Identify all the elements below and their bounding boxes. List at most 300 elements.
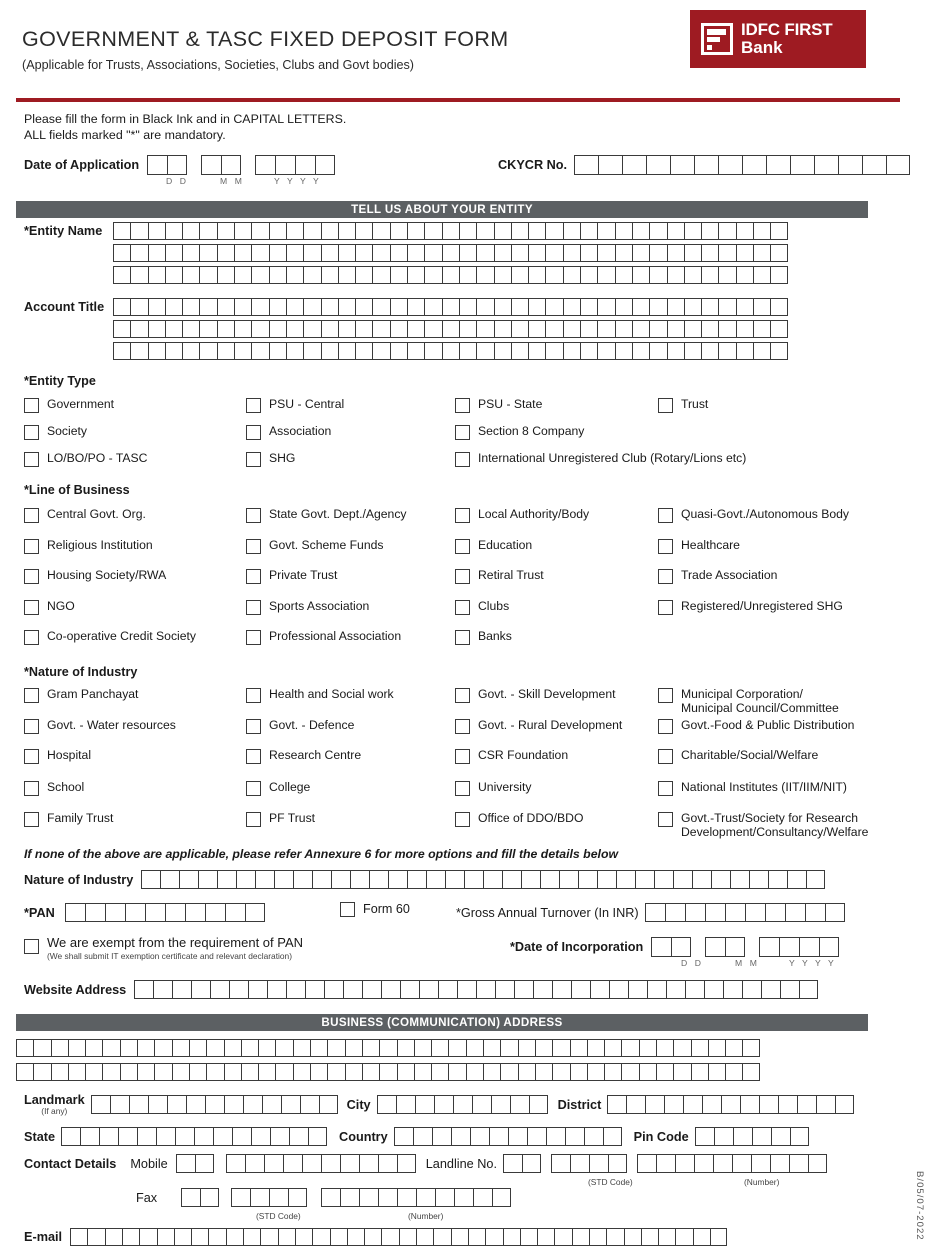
input-cell[interactable] [451, 1228, 468, 1246]
line-of-business-checkbox-15[interactable] [658, 600, 673, 615]
input-cell[interactable] [615, 298, 632, 316]
input-cell[interactable] [372, 342, 389, 360]
input-cell[interactable] [345, 1039, 362, 1057]
input-cell[interactable] [286, 298, 303, 316]
input-cell[interactable] [673, 1063, 690, 1081]
input-cell[interactable] [269, 1188, 288, 1207]
input-cell[interactable] [448, 1039, 465, 1057]
input-cell[interactable] [130, 320, 147, 338]
input-cell[interactable] [632, 342, 649, 360]
line-of-business-checkbox-18[interactable] [455, 630, 470, 645]
entity-type-option-8[interactable] [246, 452, 295, 467]
input-cell[interactable] [148, 266, 165, 284]
input-cell[interactable] [563, 244, 580, 262]
input-cell[interactable] [473, 1188, 492, 1207]
input-cell[interactable] [597, 298, 614, 316]
input-cell[interactable] [182, 244, 199, 262]
input-cell[interactable] [415, 1095, 434, 1114]
input-cell[interactable] [182, 222, 199, 240]
input-cell[interactable] [377, 1095, 396, 1114]
input-cell[interactable] [205, 903, 225, 922]
input-cell[interactable] [130, 222, 147, 240]
input-cell[interactable] [179, 870, 198, 889]
country-boxes[interactable] [394, 1127, 622, 1146]
input-cell[interactable] [139, 1228, 156, 1246]
input-cell[interactable] [303, 320, 320, 338]
doi-yyyy-boxes[interactable] [759, 937, 839, 957]
input-cell[interactable] [217, 222, 234, 240]
input-cell[interactable] [442, 244, 459, 262]
input-cell[interactable] [243, 1228, 260, 1246]
input-cell[interactable] [407, 266, 424, 284]
pan-input-boxes[interactable] [65, 903, 265, 922]
input-cell[interactable] [355, 244, 372, 262]
input-cell[interactable] [283, 1154, 302, 1173]
input-cell[interactable] [725, 1063, 742, 1081]
entity-type-checkbox-4[interactable] [24, 425, 39, 440]
input-cell[interactable] [770, 298, 787, 316]
input-cell[interactable] [589, 1154, 608, 1173]
input-cell[interactable] [597, 342, 614, 360]
input-cell[interactable] [137, 1039, 154, 1057]
line-of-business-option-13[interactable] [246, 600, 369, 615]
input-cell[interactable] [224, 1063, 241, 1081]
input-cell[interactable] [522, 1154, 541, 1173]
input-cell[interactable] [468, 1228, 485, 1246]
input-cell[interactable] [319, 1095, 338, 1114]
nature-of-industry-option-8[interactable] [24, 749, 91, 764]
input-cell[interactable] [563, 320, 580, 338]
input-cell[interactable] [407, 298, 424, 316]
input-cell[interactable] [397, 1188, 416, 1207]
input-cell[interactable] [321, 342, 338, 360]
input-cell[interactable] [770, 266, 787, 284]
nature-of-industry-checkbox-9[interactable] [246, 749, 261, 764]
district-boxes[interactable] [607, 1095, 854, 1114]
input-cell[interactable] [787, 870, 806, 889]
input-cell[interactable] [691, 1039, 708, 1057]
input-cell[interactable] [500, 1039, 517, 1057]
input-cell[interactable] [390, 342, 407, 360]
input-cell[interactable] [666, 980, 685, 999]
input-cell[interactable] [718, 298, 735, 316]
input-cell[interactable] [736, 222, 753, 240]
input-cell[interactable] [494, 266, 511, 284]
input-cell[interactable] [281, 1095, 300, 1114]
line-of-business-checkbox-1[interactable] [246, 508, 261, 523]
input-cell[interactable] [372, 266, 389, 284]
input-cell[interactable] [521, 870, 540, 889]
input-cell[interactable] [400, 980, 419, 999]
line-of-business-option-4[interactable] [24, 539, 153, 554]
input-cell[interactable] [191, 1228, 208, 1246]
nature-of-industry-option-19[interactable] [658, 812, 908, 840]
input-cell[interactable] [684, 342, 701, 360]
input-cell[interactable] [438, 980, 457, 999]
input-cell[interactable] [347, 1228, 364, 1246]
pan-exempt-checkbox[interactable] [24, 939, 39, 954]
input-cell[interactable] [805, 903, 825, 922]
line-of-business-option-18[interactable] [455, 630, 512, 645]
input-cell[interactable] [597, 244, 614, 262]
input-cell[interactable] [704, 980, 723, 999]
input-cell[interactable] [545, 222, 562, 240]
input-cell[interactable] [554, 1228, 571, 1246]
input-cell[interactable] [424, 266, 441, 284]
input-cell[interactable] [288, 1188, 307, 1207]
input-cell[interactable] [483, 870, 502, 889]
input-cell[interactable] [838, 155, 862, 175]
input-cell[interactable] [476, 266, 493, 284]
input-cell[interactable] [241, 1039, 258, 1057]
nature-of-industry-option-9[interactable] [246, 749, 361, 764]
input-cell[interactable] [580, 298, 597, 316]
input-cell[interactable] [761, 980, 780, 999]
input-cell[interactable] [327, 1063, 344, 1081]
input-cell[interactable] [511, 298, 528, 316]
input-cell[interactable] [424, 222, 441, 240]
input-cell[interactable] [110, 1095, 129, 1114]
line-of-business-checkbox-8[interactable] [24, 569, 39, 584]
input-cell[interactable] [862, 155, 886, 175]
entity-name-row-3[interactable] [113, 266, 788, 284]
input-cell[interactable] [742, 1039, 759, 1057]
input-cell[interactable] [269, 266, 286, 284]
input-cell[interactable] [355, 222, 372, 240]
input-cell[interactable] [684, 298, 701, 316]
input-cell[interactable] [250, 1188, 269, 1207]
nature-of-industry-checkbox-5[interactable] [246, 719, 261, 734]
input-cell[interactable] [269, 298, 286, 316]
input-cell[interactable] [399, 1228, 416, 1246]
input-cell[interactable] [572, 1228, 589, 1246]
input-cell[interactable] [160, 870, 179, 889]
input-cell[interactable] [476, 222, 493, 240]
input-cell[interactable] [324, 980, 343, 999]
input-cell[interactable] [570, 1154, 589, 1173]
input-cell[interactable] [494, 244, 511, 262]
input-cell[interactable] [148, 298, 165, 316]
input-cell[interactable] [641, 1228, 658, 1246]
input-cell[interactable] [372, 320, 389, 338]
input-cell[interactable] [494, 320, 511, 338]
input-cell[interactable] [608, 1154, 627, 1173]
nature-of-industry-option-4[interactable] [24, 719, 176, 734]
input-cell[interactable] [578, 870, 597, 889]
input-cell[interactable] [615, 222, 632, 240]
input-cell[interactable] [527, 1127, 546, 1146]
input-cell[interactable] [736, 266, 753, 284]
input-cell[interactable] [545, 266, 562, 284]
nature-of-industry-option-7[interactable] [658, 719, 908, 734]
input-cell[interactable] [770, 244, 787, 262]
input-cell[interactable] [694, 1154, 713, 1173]
input-cell[interactable] [381, 1228, 398, 1246]
input-cell[interactable] [459, 298, 476, 316]
input-cell[interactable] [80, 1127, 99, 1146]
input-cell[interactable] [718, 155, 742, 175]
input-cell[interactable] [489, 1127, 508, 1146]
input-cell[interactable] [632, 298, 649, 316]
input-cell[interactable] [587, 1039, 604, 1057]
gross-turnover-boxes[interactable] [645, 903, 845, 922]
input-cell[interactable] [236, 870, 255, 889]
input-cell[interactable] [457, 980, 476, 999]
account-title-row-2[interactable] [113, 320, 788, 338]
input-cell[interactable] [656, 1063, 673, 1081]
input-cell[interactable] [656, 1154, 675, 1173]
input-cell[interactable] [649, 298, 666, 316]
input-cell[interactable] [195, 1154, 214, 1173]
input-cell[interactable] [667, 298, 684, 316]
input-cell[interactable] [825, 903, 845, 922]
entity-type-checkbox-5[interactable] [246, 425, 261, 440]
nature-of-industry-option-3[interactable] [658, 688, 908, 716]
input-cell[interactable] [721, 1095, 740, 1114]
input-cell[interactable] [286, 244, 303, 262]
input-cell[interactable] [426, 870, 445, 889]
input-cell[interactable] [251, 320, 268, 338]
input-cell[interactable] [637, 1154, 656, 1173]
input-cell[interactable] [372, 222, 389, 240]
input-cell[interactable] [182, 342, 199, 360]
input-cell[interactable] [604, 1039, 621, 1057]
input-cell[interactable] [145, 903, 165, 922]
fax-number-boxes[interactable] [321, 1188, 511, 1207]
line-of-business-option-1[interactable] [246, 508, 407, 523]
input-cell[interactable] [379, 1039, 396, 1057]
input-cell[interactable] [442, 320, 459, 338]
input-cell[interactable] [673, 870, 692, 889]
input-cell[interactable] [702, 1095, 721, 1114]
input-cell[interactable] [571, 980, 590, 999]
input-cell[interactable] [258, 1063, 275, 1081]
input-cell[interactable] [701, 222, 718, 240]
input-cell[interactable] [270, 1127, 289, 1146]
input-cell[interactable] [362, 980, 381, 999]
input-cell[interactable] [770, 342, 787, 360]
input-cell[interactable] [808, 1154, 827, 1173]
input-cell[interactable] [407, 320, 424, 338]
input-cell[interactable] [226, 1228, 243, 1246]
input-cell[interactable] [632, 222, 649, 240]
input-cell[interactable] [213, 1127, 232, 1146]
entity-type-checkbox-7[interactable] [24, 452, 39, 467]
input-cell[interactable] [407, 222, 424, 240]
input-cell[interactable] [397, 1039, 414, 1057]
input-cell[interactable] [340, 1154, 359, 1173]
input-cell[interactable] [85, 903, 105, 922]
input-cell[interactable] [369, 870, 388, 889]
input-cell[interactable] [308, 1127, 327, 1146]
input-cell[interactable] [598, 155, 622, 175]
input-cell[interactable] [234, 298, 251, 316]
input-cell[interactable] [632, 266, 649, 284]
input-cell[interactable] [378, 1188, 397, 1207]
input-cell[interactable] [251, 222, 268, 240]
input-cell[interactable] [752, 1127, 771, 1146]
input-cell[interactable] [229, 980, 248, 999]
input-cell[interactable] [495, 980, 514, 999]
input-cell[interactable] [267, 980, 286, 999]
entity-type-checkbox-1[interactable] [246, 398, 261, 413]
input-cell[interactable] [459, 320, 476, 338]
input-cell[interactable] [797, 1095, 816, 1114]
input-cell[interactable] [683, 1095, 702, 1114]
input-cell[interactable] [416, 1188, 435, 1207]
input-cell[interactable] [514, 980, 533, 999]
line-of-business-checkbox-0[interactable] [24, 508, 39, 523]
input-cell[interactable] [251, 298, 268, 316]
nature-of-industry-checkbox-4[interactable] [24, 719, 39, 734]
input-cell[interactable] [388, 870, 407, 889]
line-of-business-checkbox-17[interactable] [246, 630, 261, 645]
input-cell[interactable] [165, 298, 182, 316]
input-cell[interactable] [649, 320, 666, 338]
input-cell[interactable] [753, 320, 770, 338]
input-cell[interactable] [684, 244, 701, 262]
line-of-business-option-6[interactable] [455, 539, 532, 554]
input-cell[interactable] [667, 222, 684, 240]
input-cell[interactable] [459, 266, 476, 284]
nature-of-industry-option-12[interactable] [24, 781, 84, 796]
input-cell[interactable] [181, 1188, 200, 1207]
input-cell[interactable] [574, 155, 598, 175]
input-cell[interactable] [407, 244, 424, 262]
input-cell[interactable] [639, 1063, 656, 1081]
nature-of-industry-checkbox-6[interactable] [455, 719, 470, 734]
input-cell[interactable] [321, 298, 338, 316]
input-cell[interactable] [708, 1039, 725, 1057]
address-line-1[interactable] [16, 1039, 760, 1057]
input-cell[interactable] [483, 1063, 500, 1081]
input-cell[interactable] [621, 1063, 638, 1081]
input-cell[interactable] [816, 1095, 835, 1114]
input-cell[interactable] [604, 1063, 621, 1081]
input-cell[interactable] [359, 1154, 378, 1173]
line-of-business-checkbox-4[interactable] [24, 539, 39, 554]
input-cell[interactable] [540, 870, 559, 889]
input-cell[interactable] [647, 980, 666, 999]
input-cell[interactable] [379, 1063, 396, 1081]
input-cell[interactable] [635, 870, 654, 889]
input-cell[interactable] [533, 980, 552, 999]
city-boxes[interactable] [377, 1095, 548, 1114]
line-of-business-option-15[interactable] [658, 600, 843, 615]
input-cell[interactable] [129, 1095, 148, 1114]
input-cell[interactable] [91, 1095, 110, 1114]
doi-mm-boxes[interactable] [705, 937, 745, 957]
input-cell[interactable] [269, 222, 286, 240]
nature-of-industry-checkbox-19[interactable] [658, 812, 673, 827]
fax-std-boxes[interactable] [231, 1188, 307, 1207]
input-cell[interactable] [685, 980, 704, 999]
line-of-business-option-2[interactable] [455, 508, 589, 523]
input-cell[interactable] [670, 155, 694, 175]
input-cell[interactable] [85, 1063, 102, 1081]
input-cell[interactable] [565, 1127, 584, 1146]
entity-type-option-0[interactable] [24, 398, 114, 413]
input-cell[interactable] [701, 266, 718, 284]
input-cell[interactable] [692, 870, 711, 889]
line-of-business-option-7[interactable] [658, 539, 740, 554]
input-cell[interactable] [580, 244, 597, 262]
landline-number-boxes[interactable] [637, 1154, 827, 1173]
input-cell[interactable] [312, 870, 331, 889]
line-of-business-checkbox-5[interactable] [246, 539, 261, 554]
input-cell[interactable] [312, 1228, 329, 1246]
input-cell[interactable] [476, 320, 493, 338]
input-cell[interactable] [694, 155, 718, 175]
input-cell[interactable] [350, 870, 369, 889]
input-cell[interactable] [65, 903, 85, 922]
input-cell[interactable] [785, 903, 805, 922]
input-cell[interactable] [414, 1063, 431, 1081]
input-cell[interactable] [424, 320, 441, 338]
nature-of-industry-option-1[interactable] [246, 688, 394, 703]
input-cell[interactable] [528, 298, 545, 316]
entity-type-option-9[interactable] [455, 452, 746, 467]
input-cell[interactable] [99, 1127, 118, 1146]
input-cell[interactable] [148, 342, 165, 360]
nature-of-industry-checkbox-8[interactable] [24, 749, 39, 764]
input-cell[interactable] [141, 870, 160, 889]
input-cell[interactable] [234, 222, 251, 240]
input-cell[interactable] [448, 1063, 465, 1081]
input-cell[interactable] [552, 980, 571, 999]
input-cell[interactable] [632, 320, 649, 338]
input-cell[interactable] [264, 1154, 283, 1173]
input-cell[interactable] [303, 244, 320, 262]
fax-code-boxes[interactable] [181, 1188, 219, 1207]
input-cell[interactable] [175, 1127, 194, 1146]
entity-type-option-2[interactable] [455, 398, 542, 413]
input-cell[interactable] [234, 320, 251, 338]
input-cell[interactable] [234, 244, 251, 262]
input-cell[interactable] [286, 222, 303, 240]
account-title-row-1[interactable] [113, 298, 788, 316]
input-cell[interactable] [416, 1228, 433, 1246]
input-cell[interactable] [16, 1039, 33, 1057]
input-cell[interactable] [770, 1154, 789, 1173]
input-cell[interactable] [546, 1127, 565, 1146]
input-cell[interactable] [658, 1228, 675, 1246]
mobile-code-boxes[interactable] [176, 1154, 214, 1173]
application-dd-boxes[interactable] [147, 155, 187, 175]
input-cell[interactable] [654, 870, 673, 889]
input-cell[interactable] [597, 266, 614, 284]
input-cell[interactable] [528, 342, 545, 360]
input-cell[interactable] [345, 1063, 362, 1081]
nature-of-industry-option-18[interactable] [455, 812, 583, 827]
input-cell[interactable] [545, 244, 562, 262]
input-cell[interactable] [442, 266, 459, 284]
input-cell[interactable] [736, 298, 753, 316]
input-cell[interactable] [68, 1063, 85, 1081]
doi-dd-boxes[interactable] [651, 937, 691, 957]
entity-type-option-5[interactable] [246, 425, 331, 440]
input-cell[interactable] [172, 980, 191, 999]
input-cell[interactable] [208, 1228, 225, 1246]
input-cell[interactable] [105, 903, 125, 922]
input-cell[interactable] [718, 266, 735, 284]
input-cell[interactable] [293, 1063, 310, 1081]
input-cell[interactable] [275, 1063, 292, 1081]
line-of-business-checkbox-9[interactable] [246, 569, 261, 584]
input-cell[interactable] [432, 1127, 451, 1146]
input-cell[interactable] [275, 1039, 292, 1057]
input-cell[interactable] [224, 1095, 243, 1114]
